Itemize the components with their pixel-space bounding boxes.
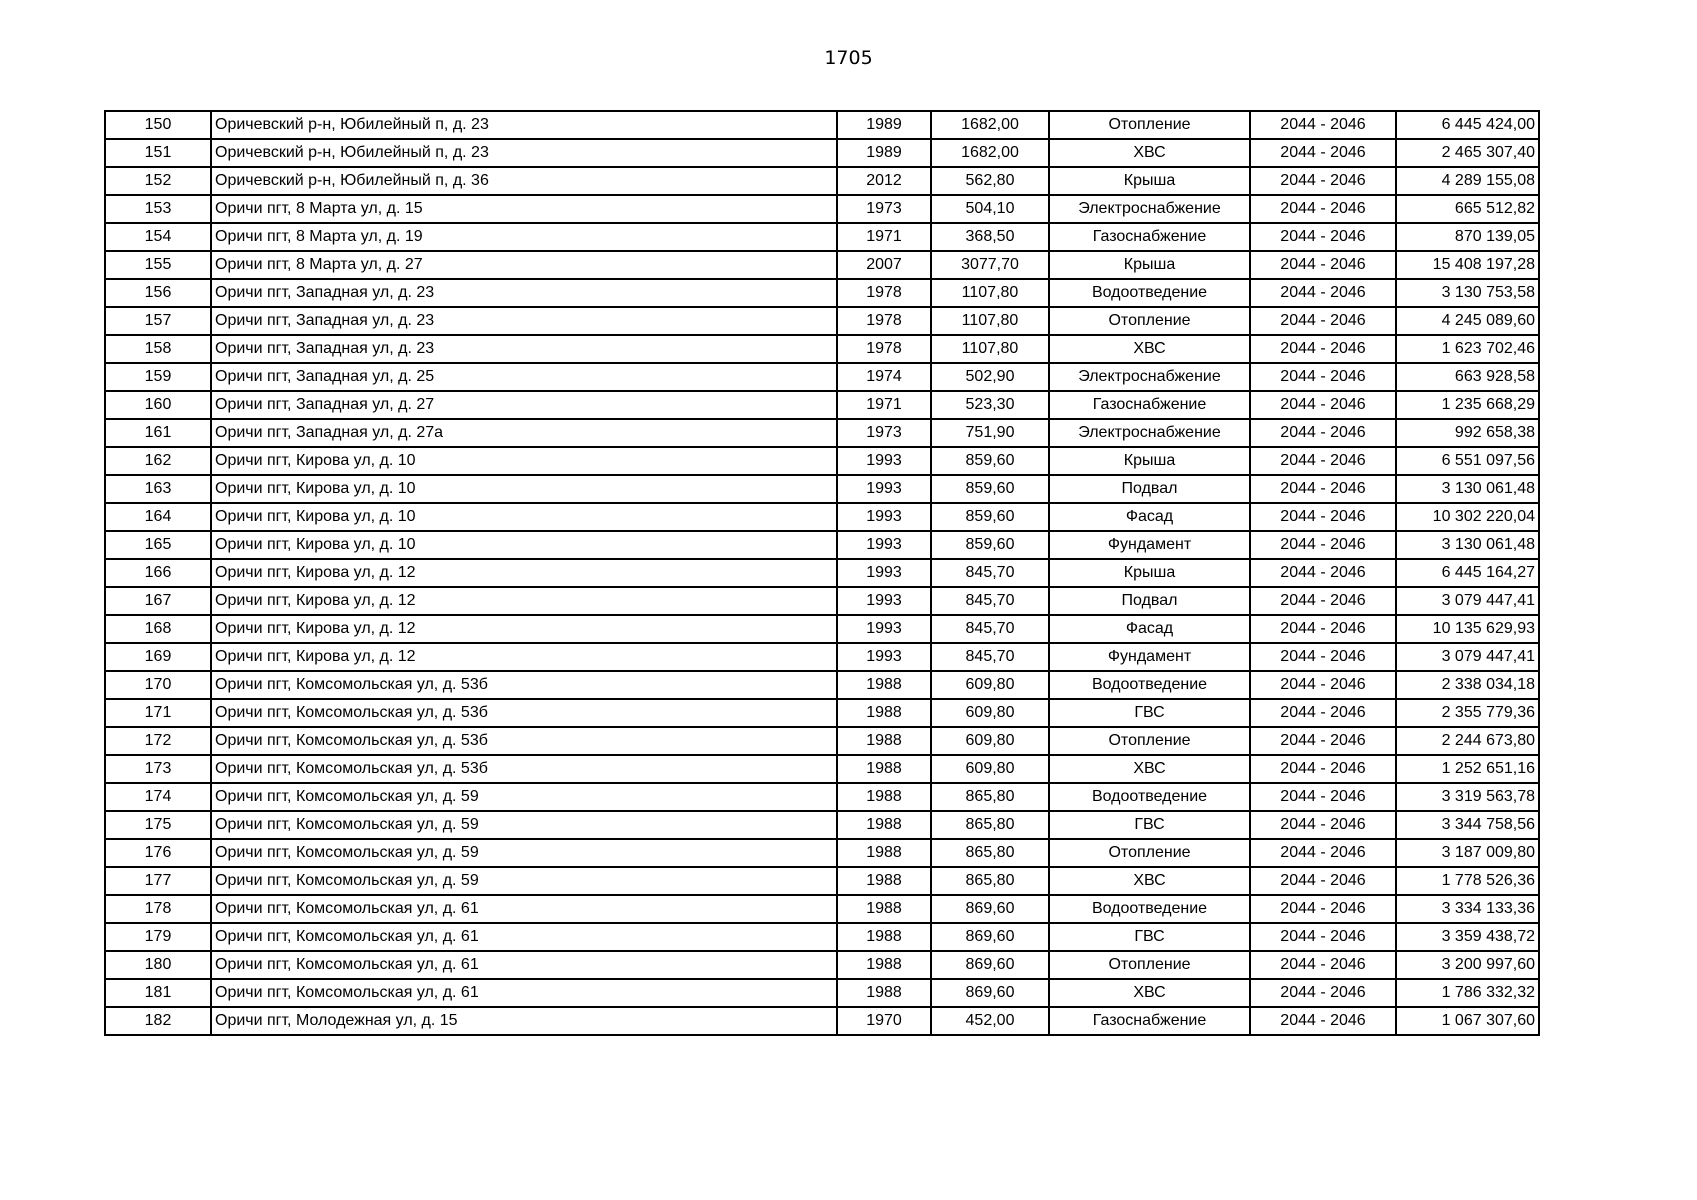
row-number-cell: 168 [105, 615, 211, 643]
cost-cell: 3 130 061,48 [1396, 531, 1539, 559]
work-type-cell: Водоотведение [1049, 279, 1250, 307]
table-row [105, 447, 1539, 475]
work-type-cell: ХВС [1049, 755, 1250, 783]
period-cell: 2044 - 2046 [1250, 475, 1396, 503]
area-cell: 859,60 [931, 475, 1049, 503]
work-type-cell: Подвал [1049, 475, 1250, 503]
year-built-cell: 1988 [837, 811, 931, 839]
row-number-cell: 173 [105, 755, 211, 783]
address-cell: Оричи пгт, Комсомольская ул, д. 53б [211, 755, 837, 783]
work-type-cell: Водоотведение [1049, 671, 1250, 699]
period-cell: 2044 - 2046 [1250, 979, 1396, 1007]
address-cell: Оричи пгт, Кирова ул, д. 10 [211, 475, 837, 503]
work-type-cell: Газоснабжение [1049, 223, 1250, 251]
table-row [105, 1007, 1539, 1035]
period-cell: 2044 - 2046 [1250, 559, 1396, 587]
work-type-cell: Крыша [1049, 251, 1250, 279]
row-number-cell: 175 [105, 811, 211, 839]
year-built-cell: 1993 [837, 615, 931, 643]
year-built-cell: 1988 [837, 895, 931, 923]
area-cell: 368,50 [931, 223, 1049, 251]
cost-cell: 3 200 997,60 [1396, 951, 1539, 979]
work-type-cell: Фасад [1049, 615, 1250, 643]
cost-cell: 6 445 164,27 [1396, 559, 1539, 587]
address-cell: Оричи пгт, Кирова ул, д. 12 [211, 559, 837, 587]
address-cell: Оричи пгт, Западная ул, д. 23 [211, 307, 837, 335]
cost-cell: 1 623 702,46 [1396, 335, 1539, 363]
cost-cell: 665 512,82 [1396, 195, 1539, 223]
work-type-cell: Газоснабжение [1049, 1007, 1250, 1035]
area-cell: 504,10 [931, 195, 1049, 223]
cost-cell: 4 289 155,08 [1396, 167, 1539, 195]
cost-cell: 3 334 133,36 [1396, 895, 1539, 923]
row-number-cell: 155 [105, 251, 211, 279]
row-number-cell: 156 [105, 279, 211, 307]
work-type-cell: Подвал [1049, 587, 1250, 615]
cost-cell: 3 130 753,58 [1396, 279, 1539, 307]
area-cell: 865,80 [931, 839, 1049, 867]
period-cell: 2044 - 2046 [1250, 167, 1396, 195]
year-built-cell: 1988 [837, 979, 931, 1007]
row-number-cell: 154 [105, 223, 211, 251]
period-cell: 2044 - 2046 [1250, 587, 1396, 615]
work-type-cell: ГВС [1049, 811, 1250, 839]
work-type-cell: Отопление [1049, 307, 1250, 335]
table-row [105, 223, 1539, 251]
row-number-cell: 170 [105, 671, 211, 699]
table-row [105, 867, 1539, 895]
table-row [105, 111, 1539, 139]
row-number-cell: 166 [105, 559, 211, 587]
period-cell: 2044 - 2046 [1250, 419, 1396, 447]
table-row [105, 531, 1539, 559]
year-built-cell: 1988 [837, 839, 931, 867]
address-cell: Оричи пгт, 8 Марта ул, д. 15 [211, 195, 837, 223]
table-row [105, 503, 1539, 531]
row-number-cell: 174 [105, 783, 211, 811]
row-number-cell: 177 [105, 867, 211, 895]
work-type-cell: Крыша [1049, 447, 1250, 475]
address-cell: Оричи пгт, Кирова ул, д. 12 [211, 643, 837, 671]
row-number-cell: 157 [105, 307, 211, 335]
work-type-cell: ХВС [1049, 979, 1250, 1007]
work-type-cell: Газоснабжение [1049, 391, 1250, 419]
cost-cell: 992 658,38 [1396, 419, 1539, 447]
address-cell: Оричи пгт, Молодежная ул, д. 15 [211, 1007, 837, 1035]
table-row [105, 727, 1539, 755]
period-cell: 2044 - 2046 [1250, 391, 1396, 419]
area-cell: 1682,00 [931, 139, 1049, 167]
year-built-cell: 1971 [837, 391, 931, 419]
cost-cell: 1 235 668,29 [1396, 391, 1539, 419]
year-built-cell: 2012 [837, 167, 931, 195]
address-cell: Оричевский р-н, Юбилейный п, д. 36 [211, 167, 837, 195]
work-type-cell: Крыша [1049, 559, 1250, 587]
row-number-cell: 163 [105, 475, 211, 503]
cost-cell: 6 445 424,00 [1396, 111, 1539, 139]
address-cell: Оричи пгт, Комсомольская ул, д. 59 [211, 867, 837, 895]
area-cell: 609,80 [931, 671, 1049, 699]
page-number: 1705 [824, 47, 873, 69]
repair-registry-table [104, 110, 1540, 1036]
table-row [105, 475, 1539, 503]
period-cell: 2044 - 2046 [1250, 139, 1396, 167]
address-cell: Оричи пгт, Западная ул, д. 25 [211, 363, 837, 391]
work-type-cell: ГВС [1049, 699, 1250, 727]
row-number-cell: 150 [105, 111, 211, 139]
period-cell: 2044 - 2046 [1250, 307, 1396, 335]
row-number-cell: 151 [105, 139, 211, 167]
year-built-cell: 1973 [837, 195, 931, 223]
table-row [105, 699, 1539, 727]
year-built-cell: 1988 [837, 755, 931, 783]
row-number-cell: 152 [105, 167, 211, 195]
table-row [105, 559, 1539, 587]
work-type-cell: Фасад [1049, 503, 1250, 531]
year-built-cell: 1970 [837, 1007, 931, 1035]
period-cell: 2044 - 2046 [1250, 251, 1396, 279]
row-number-cell: 180 [105, 951, 211, 979]
cost-cell: 4 245 089,60 [1396, 307, 1539, 335]
period-cell: 2044 - 2046 [1250, 727, 1396, 755]
row-number-cell: 167 [105, 587, 211, 615]
table-row [105, 643, 1539, 671]
address-cell: Оричи пгт, Комсомольская ул, д. 61 [211, 923, 837, 951]
year-built-cell: 1978 [837, 307, 931, 335]
area-cell: 609,80 [931, 699, 1049, 727]
period-cell: 2044 - 2046 [1250, 1007, 1396, 1035]
period-cell: 2044 - 2046 [1250, 783, 1396, 811]
address-cell: Оричи пгт, Западная ул, д. 27 [211, 391, 837, 419]
cost-cell: 2 465 307,40 [1396, 139, 1539, 167]
work-type-cell: Фундамент [1049, 643, 1250, 671]
address-cell: Оричи пгт, Комсомольская ул, д. 53б [211, 671, 837, 699]
cost-cell: 2 355 779,36 [1396, 699, 1539, 727]
cost-cell: 10 135 629,93 [1396, 615, 1539, 643]
table-row [105, 755, 1539, 783]
cost-cell: 1 786 332,32 [1396, 979, 1539, 1007]
row-number-cell: 161 [105, 419, 211, 447]
area-cell: 609,80 [931, 727, 1049, 755]
area-cell: 869,60 [931, 951, 1049, 979]
cost-cell: 870 139,05 [1396, 223, 1539, 251]
year-built-cell: 1973 [837, 419, 931, 447]
work-type-cell: Отопление [1049, 951, 1250, 979]
year-built-cell: 1993 [837, 503, 931, 531]
address-cell: Оричи пгт, Кирова ул, д. 10 [211, 503, 837, 531]
work-type-cell: Электроснабжение [1049, 195, 1250, 223]
year-built-cell: 1993 [837, 643, 931, 671]
area-cell: 845,70 [931, 559, 1049, 587]
table-row [105, 783, 1539, 811]
area-cell: 1107,80 [931, 279, 1049, 307]
work-type-cell: Отопление [1049, 727, 1250, 755]
cost-cell: 1 778 526,36 [1396, 867, 1539, 895]
cost-cell: 2 338 034,18 [1396, 671, 1539, 699]
year-built-cell: 1988 [837, 699, 931, 727]
table-row [105, 167, 1539, 195]
work-type-cell: ХВС [1049, 139, 1250, 167]
work-type-cell: Отопление [1049, 111, 1250, 139]
address-cell: Оричи пгт, Комсомольская ул, д. 53б [211, 727, 837, 755]
table-row [105, 587, 1539, 615]
work-type-cell: Водоотведение [1049, 783, 1250, 811]
period-cell: 2044 - 2046 [1250, 867, 1396, 895]
year-built-cell: 1978 [837, 279, 931, 307]
row-number-cell: 164 [105, 503, 211, 531]
cost-cell: 3 130 061,48 [1396, 475, 1539, 503]
year-built-cell: 1993 [837, 531, 931, 559]
period-cell: 2044 - 2046 [1250, 643, 1396, 671]
work-type-cell: ГВС [1049, 923, 1250, 951]
period-cell: 2044 - 2046 [1250, 671, 1396, 699]
year-built-cell: 1993 [837, 475, 931, 503]
year-built-cell: 1971 [837, 223, 931, 251]
address-cell: Оричи пгт, Комсомольская ул, д. 53б [211, 699, 837, 727]
table-row [105, 195, 1539, 223]
area-cell: 869,60 [931, 895, 1049, 923]
address-cell: Оричи пгт, Комсомольская ул, д. 61 [211, 979, 837, 1007]
table-row [105, 811, 1539, 839]
area-cell: 845,70 [931, 615, 1049, 643]
row-number-cell: 159 [105, 363, 211, 391]
cost-cell: 3 359 438,72 [1396, 923, 1539, 951]
area-cell: 859,60 [931, 503, 1049, 531]
address-cell: Оричи пгт, Комсомольская ул, д. 59 [211, 811, 837, 839]
period-cell: 2044 - 2046 [1250, 923, 1396, 951]
table-row [105, 363, 1539, 391]
cost-cell: 2 244 673,80 [1396, 727, 1539, 755]
area-cell: 869,60 [931, 979, 1049, 1007]
year-built-cell: 1978 [837, 335, 931, 363]
cost-cell: 3 079 447,41 [1396, 643, 1539, 671]
cost-cell: 663 928,58 [1396, 363, 1539, 391]
area-cell: 865,80 [931, 867, 1049, 895]
area-cell: 1107,80 [931, 307, 1049, 335]
address-cell: Оричи пгт, Западная ул, д. 23 [211, 335, 837, 363]
year-built-cell: 1993 [837, 559, 931, 587]
area-cell: 1682,00 [931, 111, 1049, 139]
cost-cell: 1 067 307,60 [1396, 1007, 1539, 1035]
year-built-cell: 1988 [837, 923, 931, 951]
area-cell: 562,80 [931, 167, 1049, 195]
table-row [105, 251, 1539, 279]
row-number-cell: 158 [105, 335, 211, 363]
cost-cell: 3 079 447,41 [1396, 587, 1539, 615]
row-number-cell: 153 [105, 195, 211, 223]
cost-cell: 3 187 009,80 [1396, 839, 1539, 867]
table-row [105, 279, 1539, 307]
year-built-cell: 1988 [837, 951, 931, 979]
row-number-cell: 172 [105, 727, 211, 755]
row-number-cell: 162 [105, 447, 211, 475]
table-row [105, 335, 1539, 363]
cost-cell: 6 551 097,56 [1396, 447, 1539, 475]
address-cell: Оричи пгт, Кирова ул, д. 12 [211, 587, 837, 615]
period-cell: 2044 - 2046 [1250, 195, 1396, 223]
table-body [105, 111, 1539, 1035]
table-row [105, 307, 1539, 335]
cost-cell: 15 408 197,28 [1396, 251, 1539, 279]
period-cell: 2044 - 2046 [1250, 811, 1396, 839]
row-number-cell: 165 [105, 531, 211, 559]
table-row [105, 391, 1539, 419]
period-cell: 2044 - 2046 [1250, 615, 1396, 643]
address-cell: Оричи пгт, Кирова ул, д. 10 [211, 447, 837, 475]
address-cell: Оричи пгт, Западная ул, д. 27а [211, 419, 837, 447]
area-cell: 523,30 [931, 391, 1049, 419]
row-number-cell: 171 [105, 699, 211, 727]
year-built-cell: 1988 [837, 671, 931, 699]
period-cell: 2044 - 2046 [1250, 363, 1396, 391]
year-built-cell: 1993 [837, 447, 931, 475]
area-cell: 845,70 [931, 587, 1049, 615]
work-type-cell: ХВС [1049, 867, 1250, 895]
address-cell: Оричи пгт, Комсомольская ул, д. 59 [211, 839, 837, 867]
area-cell: 859,60 [931, 531, 1049, 559]
work-type-cell: Электроснабжение [1049, 419, 1250, 447]
year-built-cell: 1988 [837, 867, 931, 895]
period-cell: 2044 - 2046 [1250, 531, 1396, 559]
period-cell: 2044 - 2046 [1250, 111, 1396, 139]
period-cell: 2044 - 2046 [1250, 895, 1396, 923]
period-cell: 2044 - 2046 [1250, 839, 1396, 867]
table-row [105, 951, 1539, 979]
address-cell: Оричевский р-н, Юбилейный п, д. 23 [211, 111, 837, 139]
cost-cell: 1 252 651,16 [1396, 755, 1539, 783]
table-row [105, 671, 1539, 699]
area-cell: 609,80 [931, 755, 1049, 783]
table-row [105, 139, 1539, 167]
period-cell: 2044 - 2046 [1250, 503, 1396, 531]
year-built-cell: 1989 [837, 139, 931, 167]
address-cell: Оричи пгт, Комсомольская ул, д. 59 [211, 783, 837, 811]
address-cell: Оричи пгт, Кирова ул, д. 12 [211, 615, 837, 643]
year-built-cell: 2007 [837, 251, 931, 279]
row-number-cell: 169 [105, 643, 211, 671]
work-type-cell: Электроснабжение [1049, 363, 1250, 391]
area-cell: 452,00 [931, 1007, 1049, 1035]
address-cell: Оричи пгт, 8 Марта ул, д. 19 [211, 223, 837, 251]
address-cell: Оричи пгт, Кирова ул, д. 10 [211, 531, 837, 559]
area-cell: 869,60 [931, 923, 1049, 951]
period-cell: 2044 - 2046 [1250, 279, 1396, 307]
period-cell: 2044 - 2046 [1250, 951, 1396, 979]
row-number-cell: 176 [105, 839, 211, 867]
address-cell: Оричевский р-н, Юбилейный п, д. 23 [211, 139, 837, 167]
cost-cell: 10 302 220,04 [1396, 503, 1539, 531]
area-cell: 865,80 [931, 783, 1049, 811]
table-row [105, 615, 1539, 643]
table-row [105, 419, 1539, 447]
period-cell: 2044 - 2046 [1250, 755, 1396, 783]
cost-cell: 3 344 758,56 [1396, 811, 1539, 839]
work-type-cell: Водоотведение [1049, 895, 1250, 923]
table-row [105, 979, 1539, 1007]
work-type-cell: ХВС [1049, 335, 1250, 363]
area-cell: 3077,70 [931, 251, 1049, 279]
row-number-cell: 179 [105, 923, 211, 951]
area-cell: 859,60 [931, 447, 1049, 475]
cost-cell: 3 319 563,78 [1396, 783, 1539, 811]
year-built-cell: 1988 [837, 727, 931, 755]
table-row [105, 839, 1539, 867]
row-number-cell: 160 [105, 391, 211, 419]
period-cell: 2044 - 2046 [1250, 223, 1396, 251]
year-built-cell: 1993 [837, 587, 931, 615]
address-cell: Оричи пгт, Комсомольская ул, д. 61 [211, 951, 837, 979]
year-built-cell: 1974 [837, 363, 931, 391]
table-row [105, 895, 1539, 923]
period-cell: 2044 - 2046 [1250, 447, 1396, 475]
work-type-cell: Отопление [1049, 839, 1250, 867]
address-cell: Оричи пгт, 8 Марта ул, д. 27 [211, 251, 837, 279]
work-type-cell: Крыша [1049, 167, 1250, 195]
area-cell: 865,80 [931, 811, 1049, 839]
year-built-cell: 1989 [837, 111, 931, 139]
area-cell: 502,90 [931, 363, 1049, 391]
period-cell: 2044 - 2046 [1250, 335, 1396, 363]
table-row [105, 923, 1539, 951]
row-number-cell: 178 [105, 895, 211, 923]
address-cell: Оричи пгт, Комсомольская ул, д. 61 [211, 895, 837, 923]
area-cell: 1107,80 [931, 335, 1049, 363]
year-built-cell: 1988 [837, 783, 931, 811]
period-cell: 2044 - 2046 [1250, 699, 1396, 727]
work-type-cell: Фундамент [1049, 531, 1250, 559]
area-cell: 845,70 [931, 643, 1049, 671]
area-cell: 751,90 [931, 419, 1049, 447]
row-number-cell: 181 [105, 979, 211, 1007]
address-cell: Оричи пгт, Западная ул, д. 23 [211, 279, 837, 307]
row-number-cell: 182 [105, 1007, 211, 1035]
